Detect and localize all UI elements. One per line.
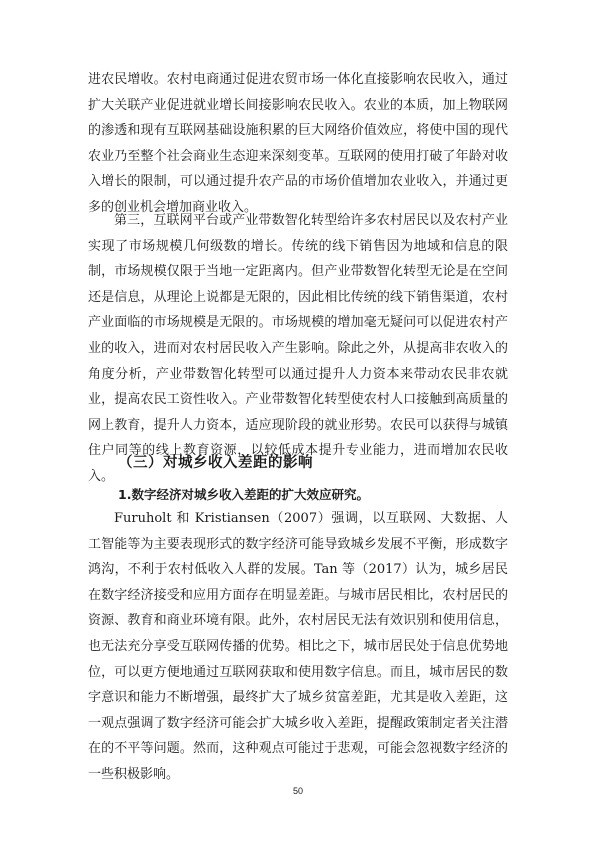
paragraph-expansion-effect: Furuholt 和 Kristiansen（2007）强调，以互联网、大数据、人工智能等为主要表现形式的数字经济可能导致城乡发展不平衡，形成数字鸿沟，不利于农村低收入人群的发展。Tan 等（2017）认为，城乡居民在数字经济接受和应用方面存在明显差距。与城市居民相比，农村居民的资源、教育和商业环境有限。此外，农村居民无法有效识别和使用信息，也无法充分享受互联网传播的优势。相比之下，城市居民处于信息优势地位，可以更方便地通过互联网获取和使用数字信息。而且，城市居民的数字意识和能力不断增强，最终扩大了城乡贫富差距，尤其是收入差距，这一观点强调了数字经济可能会扩大城乡收入差距，提醒政策制定者关注潜在的不平等问题。然而，这种观点可能过于悲观，可能会忽视数字经济的一些积极影响。: [88, 511, 508, 782]
page-number: 50: [292, 786, 303, 796]
paragraph-third-point: 第三，互联网平台或产业带数智化转型给许多农村居民以及农村产业实现了市场规模几何级数的增长。传统的线下销售因为地域和信息的限制，市场规模仅限于当地一定距离内。但产业带数智化转型无论是在空间还是信息，从理论上说都是无限的，因此相比传统的线下销售渠道，农村产业面临的市场规模是无限的。市场规模的增加毫无疑问可以促进农村产业的收入，进而对农村居民收入产生影响。除此之外，从提高非农收入的角度分析，产业带数智化转型可以通过提升人力资本来带动农民非农就业，提高农民工资性收入。产业带数智化转型使农村人口接触到高质量的网上教育，提升人力资本，适应现阶段的就业形势。农民可以获得与城镇住户同等的线上教育资源，以较低成本提升专业能力，进而增加农民收入。: [88, 213, 508, 484]
section-heading: （三）对城乡收入差距的影响: [118, 454, 313, 471]
paragraph-continued: 进农民增收。农村电商通过促进农贸市场一体化直接影响农民收入，通过扩大关联产业促进就业增长间接影响农民收入。农业的本质，加上物联网的渗透和现有互联网基础设施积累的巨大网络价值效应，将使中国的现代农业乃至整个社会商业生态迎来深刻变革。互联网的使用打破了年龄对收入增长的限制，可以通过提升农产品的市场价值增加农业收入，并通过更多的创业机会增加商业收入。: [88, 72, 508, 215]
subsection-heading: 1.数字经济对城乡收入差距的扩大效应研究。: [118, 487, 369, 502]
